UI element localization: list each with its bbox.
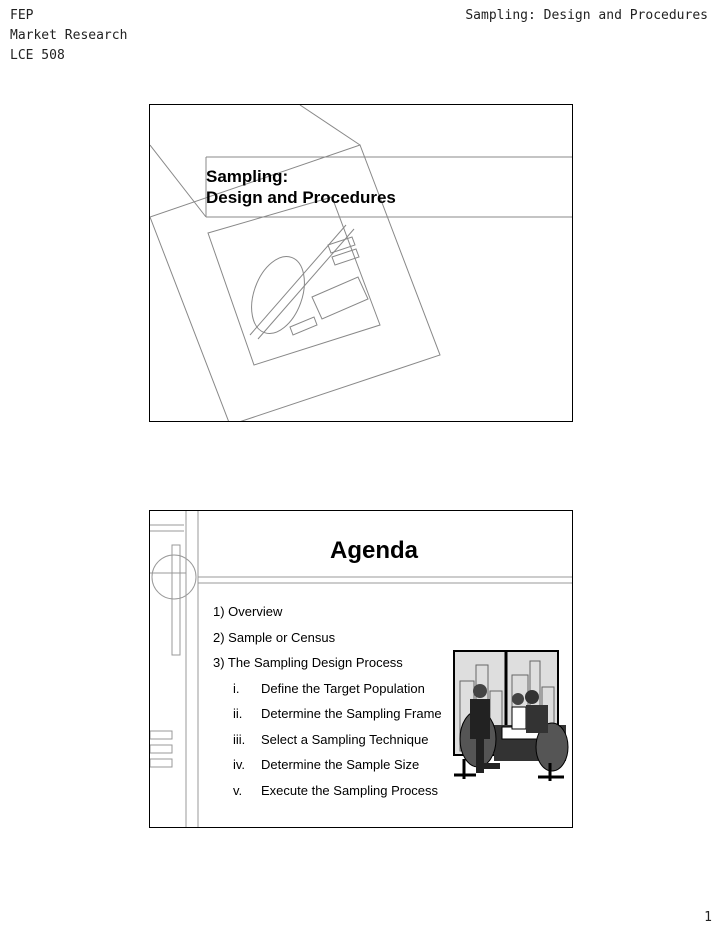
header-document-title: Sampling: Design and Procedures	[465, 8, 708, 23]
slide-title-line-1: Sampling:	[206, 167, 289, 186]
agenda-subitem-number: v.	[233, 782, 243, 798]
agenda-subitem-text: Define the Target Population	[261, 680, 425, 696]
agenda-item: 3) The Sampling Design Process	[213, 655, 403, 670]
meeting-clipart	[454, 651, 568, 781]
agenda-subitem-number: i.	[233, 680, 240, 696]
slide-agenda-title: Agenda	[330, 537, 419, 564]
agenda-item: 2) Sample or Census	[213, 629, 336, 645]
slide-title-line-2: Design and Procedures	[206, 188, 396, 207]
agenda-subitem-number: ii.	[233, 706, 243, 721]
agenda-list	[213, 599, 442, 803]
agenda-item: 1) Overview	[213, 604, 283, 619]
agenda-subitem	[213, 676, 442, 702]
agenda-subitem	[213, 727, 442, 753]
page-number: 1	[704, 910, 712, 925]
agenda-subitem-text: Determine the Sample Size	[261, 757, 420, 772]
agenda-subitem-number: iii.	[233, 731, 246, 747]
agenda-subitem-text: Execute the Sampling Process	[261, 782, 439, 798]
header-course-code: FEP	[10, 8, 34, 23]
agenda-subitem	[213, 701, 442, 727]
slide-agenda	[149, 510, 573, 828]
agenda-subitem	[213, 752, 442, 778]
header-course-number: LCE 508	[10, 48, 65, 63]
agenda-subitem	[213, 778, 442, 804]
agenda-subitem-number: iv.	[233, 757, 246, 772]
header-course-name: Market Research	[10, 28, 128, 43]
header-left	[10, 6, 127, 66]
slide-title	[149, 104, 573, 422]
slide-title-text	[206, 166, 396, 208]
agenda-subitem-text: Select a Sampling Technique	[261, 731, 429, 747]
slide-background-graphic	[150, 105, 572, 421]
agenda-subitem-text: Determine the Sampling Frame	[261, 706, 442, 721]
